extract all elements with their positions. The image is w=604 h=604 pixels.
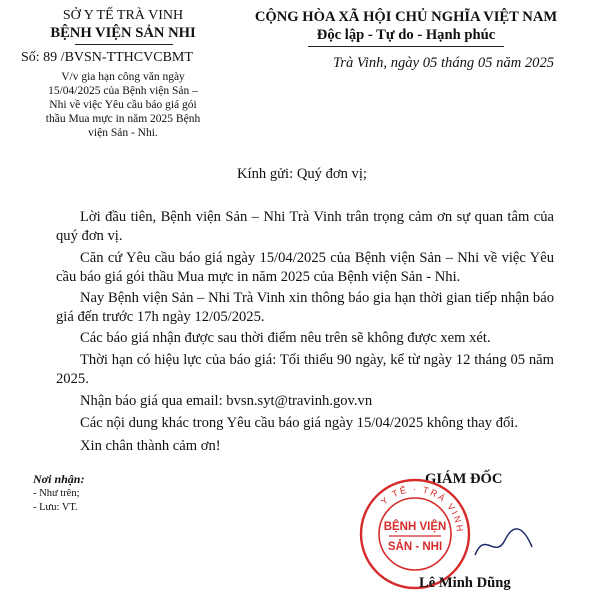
- subject-line: thầu Mua mực in năm 2025 Bệnh: [45, 113, 201, 125]
- paragraph-text: Căn cứ Yêu cầu báo giá ngày 15/04/2025 của Bệnh viện Sản – Nhi về việc Yêu cầu báo giá gói thầu Mua mực in năm 2025 của Bệnh viện Sản - Nhi.: [56, 250, 554, 285]
- seal-line-2: SẢN - NHI: [387, 541, 443, 553]
- paragraph-text: Thời hạn có hiệu lực của báo giá: Tối thiểu 90 ngày, kể từ ngày 12 tháng 05 năm 2025.: [56, 352, 554, 387]
- paragraph-text: Nhận báo giá qua email: bvsn.syt@travinh.gov.vn: [80, 393, 373, 409]
- paragraph: [56, 249, 554, 287]
- subject-line: 15/04/2025 của Bệnh viện Sản –: [48, 85, 198, 97]
- recipient-item: - Lưu: VT.: [33, 502, 78, 513]
- subject-line: V/v gia hạn công văn ngày: [61, 71, 185, 83]
- signer-title: GIÁM ĐỐC: [425, 471, 503, 487]
- seal-ring-text: Y TẾ · TRÀ VINH: [378, 483, 466, 534]
- agency-name: SỞ Y TẾ TRÀ VINH: [62, 8, 184, 23]
- hospital-name: BỆNH VIỆN SẢN NHI: [50, 25, 196, 41]
- recipient-item: - Như trên;: [33, 488, 80, 499]
- seal-line-1: BỆNH VIỆN: [383, 521, 447, 533]
- motto: Độc lập - Tự do - Hạnh phúc: [316, 27, 496, 43]
- date-line: Trà Vinh, ngày 05 tháng 05 năm 2025: [333, 55, 555, 71]
- hospital-underline: [75, 44, 173, 45]
- paragraph-text: Nay Bệnh viện Sản – Nhi Trà Vinh xin thông báo gia hạn thời gian tiếp nhận báo giá đến trước 17h ngày 12/05/2025.: [56, 290, 554, 325]
- reference-number: Số: 89 /BVSN-TTHCVCBMT: [21, 50, 193, 65]
- paragraph: [56, 392, 554, 411]
- recipients-title: Nơi nhận:: [33, 472, 85, 486]
- paragraph: [56, 437, 554, 456]
- paragraph: [56, 351, 554, 389]
- paragraph: [56, 289, 554, 327]
- paragraph: [56, 414, 554, 433]
- subject-line: Nhi về việc Yêu cầu báo giá gói: [49, 99, 197, 111]
- nation-title: CỘNG HÒA XÃ HỘI CHỦ NGHĨA VIỆT NAM: [254, 9, 558, 25]
- paragraph: [56, 329, 554, 348]
- paragraph: [56, 208, 554, 246]
- motto-underline: [308, 46, 504, 47]
- paragraph-text: Các báo giá nhận được sau thời điểm nêu trên sẽ không được xem xét.: [80, 330, 491, 346]
- paragraph-text: Xin chân thành cảm ơn!: [80, 438, 221, 454]
- paragraph-text: Lời đầu tiên, Bệnh viện Sản – Nhi Trà Vinh trân trọng cảm ơn sự quan tâm của quý đơn vị.: [56, 209, 554, 244]
- seal-graphic: [359, 478, 471, 590]
- subject-line: viện Sản - Nhi.: [88, 127, 158, 139]
- paragraph-text: Các nội dung khác trong Yêu cầu báo giá ngày 15/04/2025 không thay đổi.: [80, 415, 518, 431]
- signature-mark: [470, 525, 540, 565]
- signer-name: Lê Minh Dũng: [419, 575, 511, 591]
- salutation: Kính gửi: Quý đơn vị;: [237, 166, 367, 182]
- subject-block: [20, 70, 226, 140]
- official-seal: [359, 478, 471, 590]
